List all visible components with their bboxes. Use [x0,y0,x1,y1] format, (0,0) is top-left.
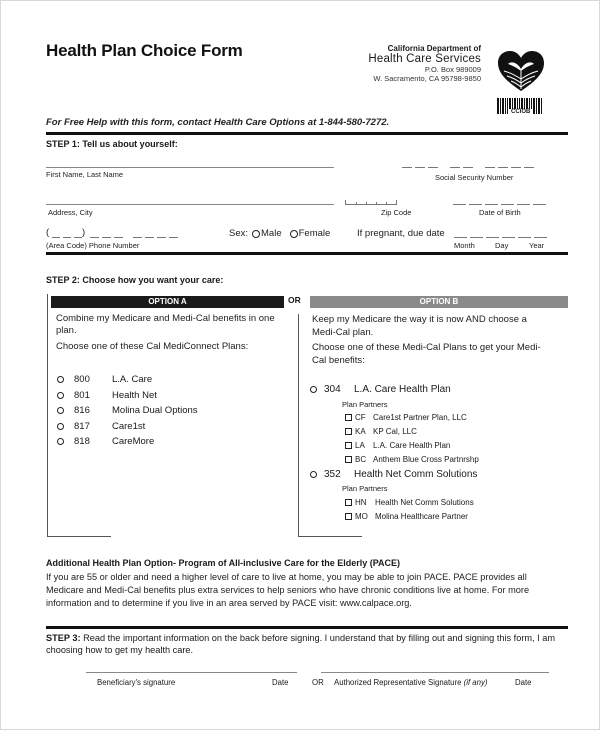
representative-signature-text: Authorized Representative Signature [334,678,462,687]
representative-date-label: Date [515,678,532,687]
form-title: Health Plan Choice Form [46,41,243,60]
phone-area-field[interactable] [52,237,82,238]
name-field[interactable] [46,167,334,168]
partner-option-mo[interactable] [345,509,479,523]
sex-male-label: Male [261,228,282,239]
plan-name: Health Net Comm Solutions [354,468,478,480]
phone-area-close: ) [82,227,86,238]
beneficiary-signature-label: Beneficiary's signature [97,678,176,687]
plan-code: 817 [74,420,90,432]
phone-area-open: ( [46,227,50,238]
partner-checkbox[interactable] [345,442,352,449]
agency-city: W. Sacramento, CA 95798-9850 [373,74,481,84]
option-a-plan-list [57,372,198,450]
section-divider [46,252,568,255]
representative-signature-label [334,678,487,687]
ssn-label: Social Security Number [435,173,514,182]
partner-checkbox[interactable] [345,428,352,435]
plan-code: 800 [74,374,90,386]
plan-name: Health Net [112,389,157,401]
partner-code: CF [355,413,366,422]
option-b-instruction: Choose one of these Medi-Cal Plans to get your Medi-Cal benefits: [312,342,541,366]
sex-female-label: Female [298,228,331,239]
plan-option-816[interactable] [57,403,198,419]
plan-name: Molina Dual Options [112,405,198,417]
partner-option-ka[interactable] [345,425,479,439]
phone-label: (Area Code) Phone Number [46,241,140,250]
plan-radio[interactable] [310,386,317,393]
partner-name: Anthem Blue Cross Partnrshp [373,455,479,464]
partner-code: BC [355,455,367,464]
beneficiary-signature-field[interactable] [86,672,297,673]
zip-field[interactable] [345,200,397,205]
zip-label: Zip Code [381,208,412,217]
plan-option-817[interactable] [57,419,198,435]
dob-label: Date of Birth [479,208,521,217]
plan-radio[interactable] [57,392,64,399]
option-b-border-bottom [298,536,362,537]
address-label: Address, City [48,208,93,217]
help-text: For Free Help with this form, contact Health Care Options at 1-844-580-7272. [46,117,390,128]
address-field[interactable] [46,204,334,205]
option-b-header: OPTION B [310,296,568,308]
plan-code: 816 [74,405,90,417]
partner-code: KA [355,427,366,436]
option-a-instruction: Choose one of these Cal MediConnect Plans: [56,341,249,352]
heart-hands-logo-icon [496,49,546,94]
partner-option-hn[interactable] [345,495,479,509]
partner-option-bc[interactable] [345,453,479,467]
representative-signature-note: (if any) [463,678,488,687]
step1-heading: STEP 1: Tell us about yourself: [46,139,178,149]
plan-name: L.A. Care [112,374,153,386]
partner-checkbox[interactable] [345,513,352,520]
partner-checkbox[interactable] [345,499,352,506]
plan-code: 304 [324,384,341,396]
option-b-border-left [298,314,299,536]
plan-option-801[interactable] [57,388,198,404]
pace-body: If you are 55 or older and need a higher level of care to live at home, you may be able to join PACE. PACE provides all Medicare and Medi-Cal benefits plus extra services to help seniors who have chronic conditions live at home. For more information and to determine if you live in an area served by PACE visit: www.calpace.org. [46,572,530,608]
plan-partners-label: Plan Partners [342,399,388,409]
plan-code: 801 [74,389,90,401]
section-divider [46,626,568,629]
plan-name: Care1st [112,420,146,432]
due-day-label: Day [495,241,509,250]
step2-heading: STEP 2: Choose how you want your care: [46,275,224,285]
name-label: First Name, Last Name [46,170,124,179]
phone-number-field[interactable] [90,237,178,238]
agency-address-block [368,44,481,84]
option-a-border-bottom [47,536,111,537]
plan-name: CareMore [112,436,155,448]
plan-option-818[interactable] [57,434,198,450]
dob-field[interactable] [453,204,546,205]
plan-partners-label: Plan Partners [342,484,388,493]
pregnant-label: If pregnant, due date [357,228,445,239]
due-date-field[interactable] [454,237,547,238]
option-a-header: OPTION A [51,296,284,308]
step3-text [46,632,566,656]
step3-body: Read the important information on the back before signing. I understand that by filling out and signing this form, I am choosing how to get my health care. [46,633,556,655]
plan-radio[interactable] [57,407,64,414]
sex-group [229,228,330,239]
partner-code: HN [355,497,367,507]
pace-title: Additional Health Plan Option- Program of All-inclusive Care for the Elderly (PACE) [46,558,401,568]
plan-radio[interactable] [57,423,64,430]
option-or-label: OR [288,295,301,305]
due-year-label: Year [529,241,545,250]
due-month-label: Month [454,241,475,250]
section-divider [46,132,568,135]
option-a-border-left [47,294,48,536]
plan-radio[interactable] [57,438,64,445]
partner-code: MO [355,511,368,521]
representative-signature-field[interactable] [321,672,549,673]
partner-checkbox[interactable] [345,414,352,421]
partner-code: LA [355,441,365,450]
partner-name: KP Cal, LLC [373,427,417,436]
signature-or-label: OR [312,678,324,687]
option-b-plan-304 [310,382,479,523]
plan-code: 352 [324,468,341,480]
plan-option-352[interactable] [310,467,479,483]
plan-radio[interactable] [310,471,317,478]
partner-name: Care1st Partner Plan, LLC [373,413,467,422]
beneficiary-date-label: Date [272,678,289,687]
option-b-description: Keep my Medicare the way it is now AND choose a Medi-Cal plan. [312,314,527,338]
step3-label: STEP 3: [46,633,81,643]
ssn-field[interactable] [402,167,534,168]
agency-line-1: California Department of [387,44,481,53]
plan-name: L.A. Care Health Plan [354,384,451,396]
plan-code: 818 [74,436,90,448]
partner-name: Molina Healthcare Partner [375,511,468,521]
sex-label: Sex: [229,228,249,239]
partner-option-cf[interactable] [345,411,479,425]
partner-name: L.A. Care Health Plan [373,441,451,450]
partner-name: Health Net Comm Solutions [375,497,474,507]
agency-name: Health Care Services [368,53,481,66]
plan-option-800[interactable] [57,372,198,388]
agency-po-box: P.O. Box 989009 [424,65,481,75]
sex-female-radio[interactable] [290,230,298,238]
partner-checkbox[interactable] [345,456,352,463]
partner-option-la[interactable] [345,439,479,453]
option-a-description: Combine my Medicare and Medi-Cal benefits in one plan. [56,313,275,336]
sex-male-radio[interactable] [252,230,260,238]
barcode-label: CCIOB [511,109,531,115]
plan-option-304[interactable] [310,382,479,398]
plan-radio[interactable] [57,376,64,383]
